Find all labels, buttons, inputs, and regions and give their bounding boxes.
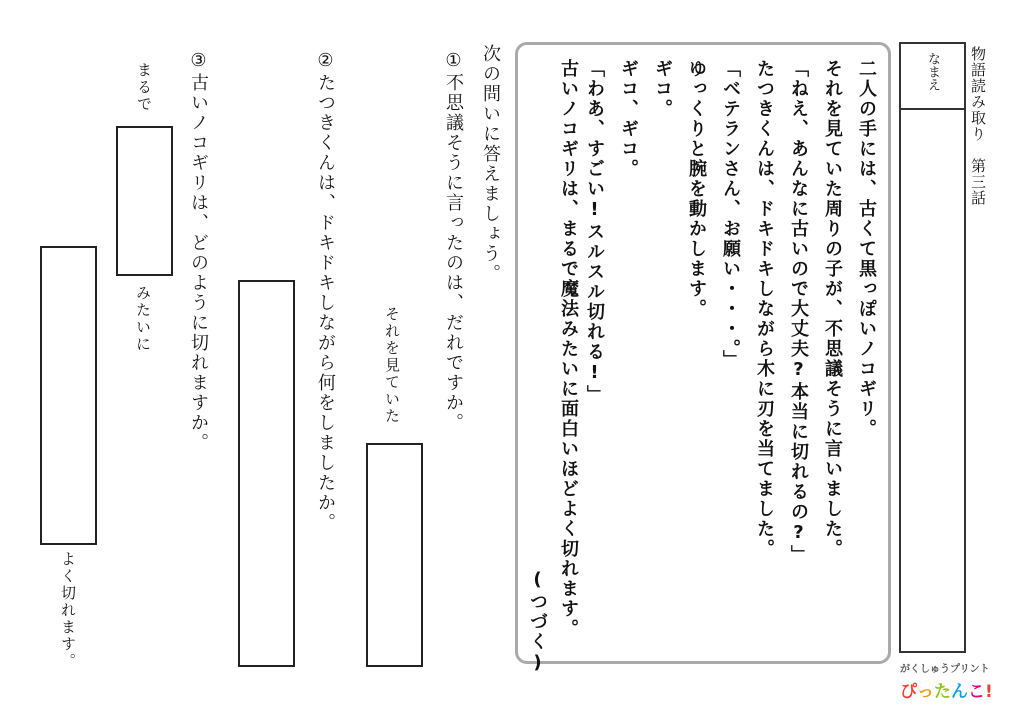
story-line: それを見ていた周りの子が、不思議そうに言いました。 xyxy=(822,59,843,559)
worksheet-title: 物語読み取り 第三話 xyxy=(969,46,987,206)
name-field[interactable] xyxy=(903,114,962,649)
name-box xyxy=(899,42,966,653)
logo-title: ぴったんこ! xyxy=(900,682,993,702)
q3-pre-label: まるで xyxy=(135,62,153,113)
story-panel xyxy=(515,42,891,675)
story-continued: (つづく) xyxy=(527,569,548,675)
q3-answer-box-short[interactable] xyxy=(116,126,173,276)
questions-instruction: 次の問いに答えましょう。 xyxy=(480,44,501,284)
story-line: ギコ、ギコ。 xyxy=(618,59,639,179)
question-3: ③古いノコギリは、どのように切れますか。 xyxy=(188,50,209,453)
question-1: ①不思議そうに言ったのは、だれですか。 xyxy=(443,50,464,433)
name-label: なまえ xyxy=(925,52,940,91)
story-line: ゆっくりと腕を動かします。 xyxy=(686,59,707,319)
q2-answer-box[interactable] xyxy=(238,280,295,667)
story-line: 古いノコギリは、まるで魔法みたいに面白いほどよく切れます。 xyxy=(558,59,579,639)
story-line: たつきくんは、ドキドキしながら木に刃を当てました。 xyxy=(754,59,775,559)
logo-subtitle: がくしゅうプリント xyxy=(900,664,990,675)
story-line: 「ねえ、あんなに古いので大丈夫?本当に切れるの?」 xyxy=(788,59,809,565)
story-line: ギコ。 xyxy=(652,59,673,119)
q3-mid-label: みたいに xyxy=(134,285,152,353)
q3-post-label: よく切れます。 xyxy=(59,551,77,670)
story-line: 「ベテランさん、お願い・・・。」 xyxy=(720,59,741,370)
story-line: 二人の手には、古くて黒っぽいノコギリ。 xyxy=(856,59,877,439)
story-line: 「わあ、すごい!スルスル切れる!」 xyxy=(584,59,605,405)
q3-answer-box-long[interactable] xyxy=(40,246,97,545)
question-2: ②たつきくんは、ドキドキしながら何をしましたか。 xyxy=(315,50,336,533)
q1-answer-box[interactable] xyxy=(366,443,423,667)
name-divider xyxy=(901,108,964,110)
q1-answer-prefix: それを見ていた xyxy=(383,306,401,425)
logo xyxy=(900,660,1000,700)
